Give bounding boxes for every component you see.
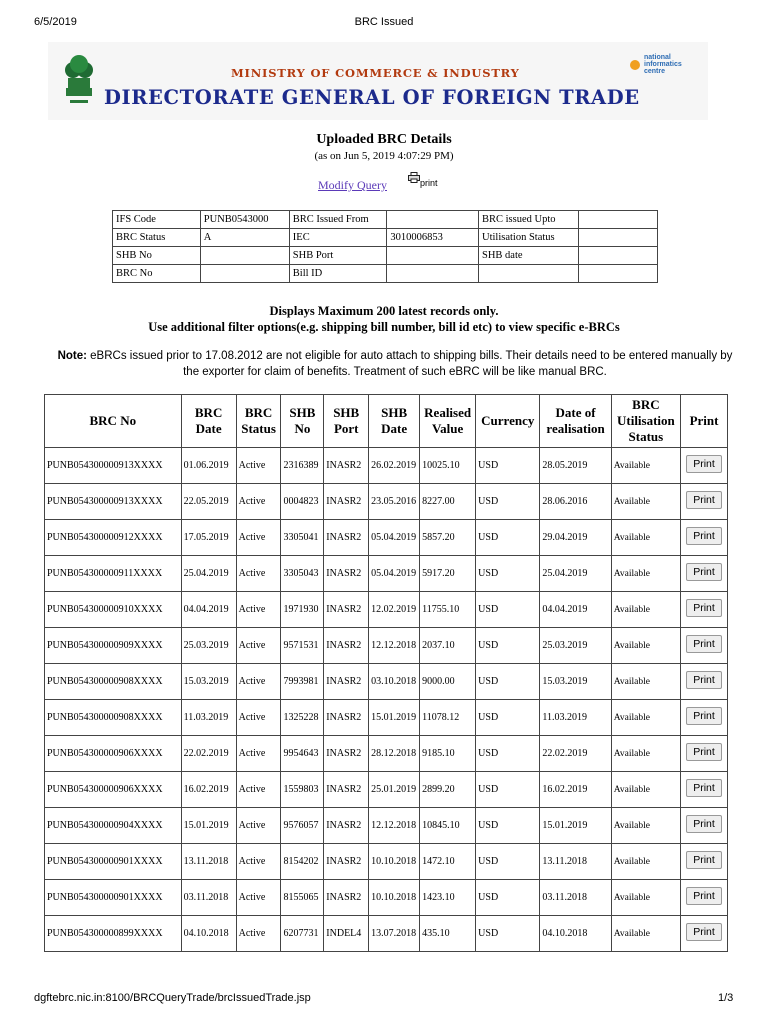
filter-value xyxy=(200,247,289,265)
print-row-button[interactable]: Print xyxy=(686,455,722,473)
table-cell: PUNB054300000906XXXX xyxy=(45,736,182,772)
modify-query-link[interactable]: Modify Query xyxy=(318,178,387,192)
table-cell: INASR2 xyxy=(324,448,369,484)
print-cell xyxy=(681,484,728,520)
table-cell: PUNB054300000901XXXX xyxy=(45,844,182,880)
table-row xyxy=(45,880,728,916)
filter-value xyxy=(579,247,658,265)
column-header: Date of realisation xyxy=(540,395,611,448)
table-row xyxy=(45,556,728,592)
filter-criteria-table xyxy=(112,210,658,283)
table-row xyxy=(45,916,728,952)
table-cell: Available xyxy=(611,880,680,916)
table-cell: PUNB054300000901XXXX xyxy=(45,880,182,916)
table-cell: 04.04.2019 xyxy=(540,592,611,628)
table-cell: 04.10.2018 xyxy=(540,916,611,952)
column-header: BRC No xyxy=(45,395,182,448)
table-row xyxy=(45,664,728,700)
printer-icon xyxy=(408,172,420,183)
print-row-button[interactable]: Print xyxy=(686,815,722,833)
table-cell: Available xyxy=(611,772,680,808)
table-cell: INASR2 xyxy=(324,736,369,772)
table-cell: 9185.10 xyxy=(420,736,476,772)
table-cell: 16.02.2019 xyxy=(540,772,611,808)
table-cell: 8155065 xyxy=(281,880,324,916)
table-cell: 05.04.2019 xyxy=(369,520,420,556)
table-cell: PUNB054300000909XXXX xyxy=(45,628,182,664)
table-cell: 1472.10 xyxy=(420,844,476,880)
filter-value: 3010006853 xyxy=(387,229,479,247)
table-row xyxy=(45,484,728,520)
table-cell: 22.05.2019 xyxy=(181,484,236,520)
table-cell: 1559803 xyxy=(281,772,324,808)
table-cell: 25.03.2019 xyxy=(181,628,236,664)
table-cell: 10845.10 xyxy=(420,808,476,844)
table-row xyxy=(45,808,728,844)
table-cell: Available xyxy=(611,736,680,772)
table-cell: 1325228 xyxy=(281,700,324,736)
table-cell: 04.04.2019 xyxy=(181,592,236,628)
table-cell: 8154202 xyxy=(281,844,324,880)
page-count: 1/3 xyxy=(718,992,734,1004)
table-cell: PUNB054300000912XXXX xyxy=(45,520,182,556)
table-cell: Available xyxy=(611,844,680,880)
column-header: SHB Date xyxy=(369,395,420,448)
column-header: SHB Port xyxy=(324,395,369,448)
table-cell: 6207731 xyxy=(281,916,324,952)
table-cell: INASR2 xyxy=(324,880,369,916)
table-row xyxy=(45,772,728,808)
print-date: 6/5/2019 xyxy=(34,16,77,28)
filter-label: SHB Port xyxy=(289,247,387,265)
filter-label: Bill ID xyxy=(289,265,387,283)
filter-value xyxy=(579,229,658,247)
table-row xyxy=(45,592,728,628)
table-cell: 8227.00 xyxy=(420,484,476,520)
table-cell: 2037.10 xyxy=(420,628,476,664)
table-cell: 22.02.2019 xyxy=(181,736,236,772)
table-cell: USD xyxy=(476,592,540,628)
nic-logo-icon xyxy=(630,60,640,70)
table-cell: 11.03.2019 xyxy=(181,700,236,736)
table-cell: Available xyxy=(611,664,680,700)
table-cell: PUNB054300000908XXXX xyxy=(45,664,182,700)
table-cell: INASR2 xyxy=(324,484,369,520)
table-cell: 5917.20 xyxy=(420,556,476,592)
table-cell: Available xyxy=(611,592,680,628)
print-row-button[interactable]: Print xyxy=(686,671,722,689)
filter-label: SHB date xyxy=(478,247,578,265)
table-cell: USD xyxy=(476,736,540,772)
table-cell: USD xyxy=(476,880,540,916)
table-cell: INASR2 xyxy=(324,808,369,844)
table-cell: 01.06.2019 xyxy=(181,448,236,484)
table-cell: Available xyxy=(611,628,680,664)
table-cell: Available xyxy=(611,520,680,556)
table-cell: 435.10 xyxy=(420,916,476,952)
table-cell: PUNB054300000908XXXX xyxy=(45,700,182,736)
table-cell: 1423.10 xyxy=(420,880,476,916)
print-row-button[interactable]: Print xyxy=(686,563,722,581)
table-cell: Active xyxy=(236,772,281,808)
table-row xyxy=(45,844,728,880)
table-cell: PUNB054300000906XXXX xyxy=(45,772,182,808)
filter-label: IEC xyxy=(289,229,387,247)
table-cell: 11.03.2019 xyxy=(540,700,611,736)
table-cell: Available xyxy=(611,448,680,484)
table-cell: USD xyxy=(476,520,540,556)
table-cell: 03.11.2018 xyxy=(540,880,611,916)
print-row-button[interactable]: Print xyxy=(686,887,722,905)
print-cell xyxy=(681,520,728,556)
print-cell xyxy=(681,808,728,844)
table-cell: 13.11.2018 xyxy=(540,844,611,880)
timestamp: (as on Jun 5, 2019 4:07:29 PM) xyxy=(314,150,454,162)
table-cell: Active xyxy=(236,556,281,592)
print-cell xyxy=(681,880,728,916)
table-cell: Active xyxy=(236,484,281,520)
table-cell: 04.10.2018 xyxy=(181,916,236,952)
table-cell: 28.12.2018 xyxy=(369,736,420,772)
table-cell: INDEL4 xyxy=(324,916,369,952)
table-cell: 9000.00 xyxy=(420,664,476,700)
table-cell: 9954643 xyxy=(281,736,324,772)
print-row-button[interactable]: Print xyxy=(686,707,722,725)
table-cell: 0004823 xyxy=(281,484,324,520)
table-cell: USD xyxy=(476,556,540,592)
filter-label: BRC No xyxy=(113,265,201,283)
table-cell: PUNB054300000910XXXX xyxy=(45,592,182,628)
table-cell: Active xyxy=(236,628,281,664)
table-cell: PUNB054300000899XXXX xyxy=(45,916,182,952)
table-cell: 10.10.2018 xyxy=(369,844,420,880)
filter-label: Utilisation Status xyxy=(478,229,578,247)
column-header: Realised Value xyxy=(420,395,476,448)
table-cell: 2316389 xyxy=(281,448,324,484)
table-cell: INASR2 xyxy=(324,772,369,808)
note-paragraph xyxy=(50,348,740,380)
filter-label: IFS Code xyxy=(113,211,201,229)
filter-value xyxy=(200,265,289,283)
table-cell: 16.02.2019 xyxy=(181,772,236,808)
table-cell: 9576057 xyxy=(281,808,324,844)
table-cell: 05.04.2019 xyxy=(369,556,420,592)
table-cell: Active xyxy=(236,520,281,556)
filter-value xyxy=(579,211,658,229)
filter-hint: Use additional filter options(e.g. shipping bill number, bill id etc) to view specific e-BRCs xyxy=(148,320,620,334)
table-cell: PUNB054300000904XXXX xyxy=(45,808,182,844)
filter-value: PUNB0543000 xyxy=(200,211,289,229)
print-row-button[interactable]: Print xyxy=(686,491,722,509)
table-row xyxy=(45,628,728,664)
table-cell: 10.10.2018 xyxy=(369,880,420,916)
table-cell: 2899.20 xyxy=(420,772,476,808)
filter-value xyxy=(579,265,658,283)
table-cell: Active xyxy=(236,664,281,700)
print-cell xyxy=(681,556,728,592)
table-cell: Available xyxy=(611,808,680,844)
table-cell: 25.04.2019 xyxy=(181,556,236,592)
filter-value xyxy=(387,247,479,265)
table-cell: 03.11.2018 xyxy=(181,880,236,916)
table-cell: INASR2 xyxy=(324,664,369,700)
note-text: eBRCs issued prior to 17.08.2012 are not eligible for auto attach to shipping bills. Their details need to be entered manually by the exporter for claim of benefits. Treatment of such eBRC will be like manual BRC. xyxy=(86,350,733,378)
table-cell: INASR2 xyxy=(324,592,369,628)
table-cell: 12.02.2019 xyxy=(369,592,420,628)
table-cell: 10025.10 xyxy=(420,448,476,484)
column-header: Print xyxy=(681,395,728,448)
filter-label: BRC issued Upto xyxy=(478,211,578,229)
column-header: Currency xyxy=(476,395,540,448)
table-cell: INASR2 xyxy=(324,628,369,664)
table-cell: Active xyxy=(236,844,281,880)
table-cell: USD xyxy=(476,808,540,844)
table-cell: INASR2 xyxy=(324,520,369,556)
table-cell: 1971930 xyxy=(281,592,324,628)
column-header: SHB No xyxy=(281,395,324,448)
print-row-button[interactable]: Print xyxy=(686,599,722,617)
national-emblem-icon xyxy=(62,48,96,110)
filter-value xyxy=(387,265,479,283)
table-row xyxy=(45,520,728,556)
table-cell: 15.01.2019 xyxy=(181,808,236,844)
table-cell: 13.07.2018 xyxy=(369,916,420,952)
table-cell: INASR2 xyxy=(324,844,369,880)
table-cell: 15.01.2019 xyxy=(369,700,420,736)
table-cell: 26.02.2019 xyxy=(369,448,420,484)
ministry-title: MINISTRY OF COMMERCE & INDUSTRY xyxy=(231,66,520,80)
print-row-button[interactable]: Print xyxy=(686,923,722,941)
table-cell: 3305043 xyxy=(281,556,324,592)
table-cell: 15.03.2019 xyxy=(540,664,611,700)
column-header: BRC Date xyxy=(181,395,236,448)
table-cell: Active xyxy=(236,736,281,772)
table-cell: PUNB054300000913XXXX xyxy=(45,448,182,484)
print-row-button[interactable]: Print xyxy=(686,527,722,545)
nic-logo: national informatics centre xyxy=(644,54,682,75)
print-cell xyxy=(681,592,728,628)
print-row-button[interactable]: Print xyxy=(686,635,722,653)
table-cell: Active xyxy=(236,700,281,736)
table-cell: 7993981 xyxy=(281,664,324,700)
table-cell: USD xyxy=(476,700,540,736)
print-cell xyxy=(681,844,728,880)
table-cell: 15.01.2019 xyxy=(540,808,611,844)
print-row-button[interactable]: Print xyxy=(686,743,722,761)
print-cell xyxy=(681,772,728,808)
filter-value xyxy=(387,211,479,229)
table-cell: 28.06.2016 xyxy=(540,484,611,520)
dgft-banner xyxy=(48,42,708,120)
filter-label xyxy=(478,265,578,283)
table-cell: 12.12.2018 xyxy=(369,808,420,844)
print-cell xyxy=(681,700,728,736)
filter-row xyxy=(113,229,658,247)
table-cell: INASR2 xyxy=(324,700,369,736)
table-cell: 9571531 xyxy=(281,628,324,664)
document-title: BRC Issued xyxy=(354,16,414,28)
column-header: BRC Utilisation Status xyxy=(611,395,680,448)
filter-row xyxy=(113,265,658,283)
table-cell: 29.04.2019 xyxy=(540,520,611,556)
table-cell: Available xyxy=(611,700,680,736)
filter-label: BRC Issued From xyxy=(289,211,387,229)
table-cell: 13.11.2018 xyxy=(181,844,236,880)
table-cell: 22.02.2019 xyxy=(540,736,611,772)
table-cell: Available xyxy=(611,916,680,952)
print-cell xyxy=(681,916,728,952)
print-cell xyxy=(681,736,728,772)
brc-results-table xyxy=(44,394,728,952)
table-cell: 5857.20 xyxy=(420,520,476,556)
table-cell: Active xyxy=(236,880,281,916)
filter-row xyxy=(113,247,658,265)
table-cell: 11078.12 xyxy=(420,700,476,736)
table-cell: 28.05.2019 xyxy=(540,448,611,484)
print-cell xyxy=(681,448,728,484)
table-row xyxy=(45,700,728,736)
table-cell: Available xyxy=(611,484,680,520)
print-link[interactable]: print xyxy=(408,178,438,188)
table-cell: USD xyxy=(476,772,540,808)
print-row-button[interactable]: Print xyxy=(686,779,722,797)
table-cell: Active xyxy=(236,916,281,952)
note-label: Note: xyxy=(57,350,87,362)
action-bar xyxy=(318,178,438,193)
dgft-title: DIRECTORATE GENERAL OF FOREIGN TRADE xyxy=(104,86,640,109)
table-cell: 25.04.2019 xyxy=(540,556,611,592)
table-cell: 15.03.2019 xyxy=(181,664,236,700)
page-title: Uploaded BRC Details xyxy=(316,132,452,147)
table-cell: 11755.10 xyxy=(420,592,476,628)
table-cell: 25.03.2019 xyxy=(540,628,611,664)
table-cell: 25.01.2019 xyxy=(369,772,420,808)
filter-row xyxy=(113,211,658,229)
table-header-row xyxy=(45,395,728,448)
table-cell: PUNB054300000911XXXX xyxy=(45,556,182,592)
print-cell xyxy=(681,664,728,700)
table-cell: USD xyxy=(476,484,540,520)
table-cell: 12.12.2018 xyxy=(369,628,420,664)
table-cell: Active xyxy=(236,592,281,628)
table-cell: 03.10.2018 xyxy=(369,664,420,700)
table-cell: 23.05.2016 xyxy=(369,484,420,520)
column-header: BRC Status xyxy=(236,395,281,448)
table-cell: USD xyxy=(476,628,540,664)
table-row xyxy=(45,736,728,772)
table-cell: USD xyxy=(476,664,540,700)
table-cell: USD xyxy=(476,448,540,484)
table-cell: USD xyxy=(476,844,540,880)
table-cell: 3305041 xyxy=(281,520,324,556)
max-records-notice: Displays Maximum 200 latest records only. xyxy=(269,304,499,318)
table-cell: Active xyxy=(236,808,281,844)
filter-label: SHB No xyxy=(113,247,201,265)
table-cell: USD xyxy=(476,916,540,952)
filter-label: BRC Status xyxy=(113,229,201,247)
page-url: dgftebrc.nic.in:8100/BRCQueryTrade/brcIssuedTrade.jsp xyxy=(34,992,311,1004)
table-cell: Available xyxy=(611,556,680,592)
table-cell: INASR2 xyxy=(324,556,369,592)
print-cell xyxy=(681,628,728,664)
table-row xyxy=(45,448,728,484)
table-cell: PUNB054300000913XXXX xyxy=(45,484,182,520)
filter-value: A xyxy=(200,229,289,247)
print-row-button[interactable]: Print xyxy=(686,851,722,869)
table-cell: Active xyxy=(236,448,281,484)
table-cell: 17.05.2019 xyxy=(181,520,236,556)
